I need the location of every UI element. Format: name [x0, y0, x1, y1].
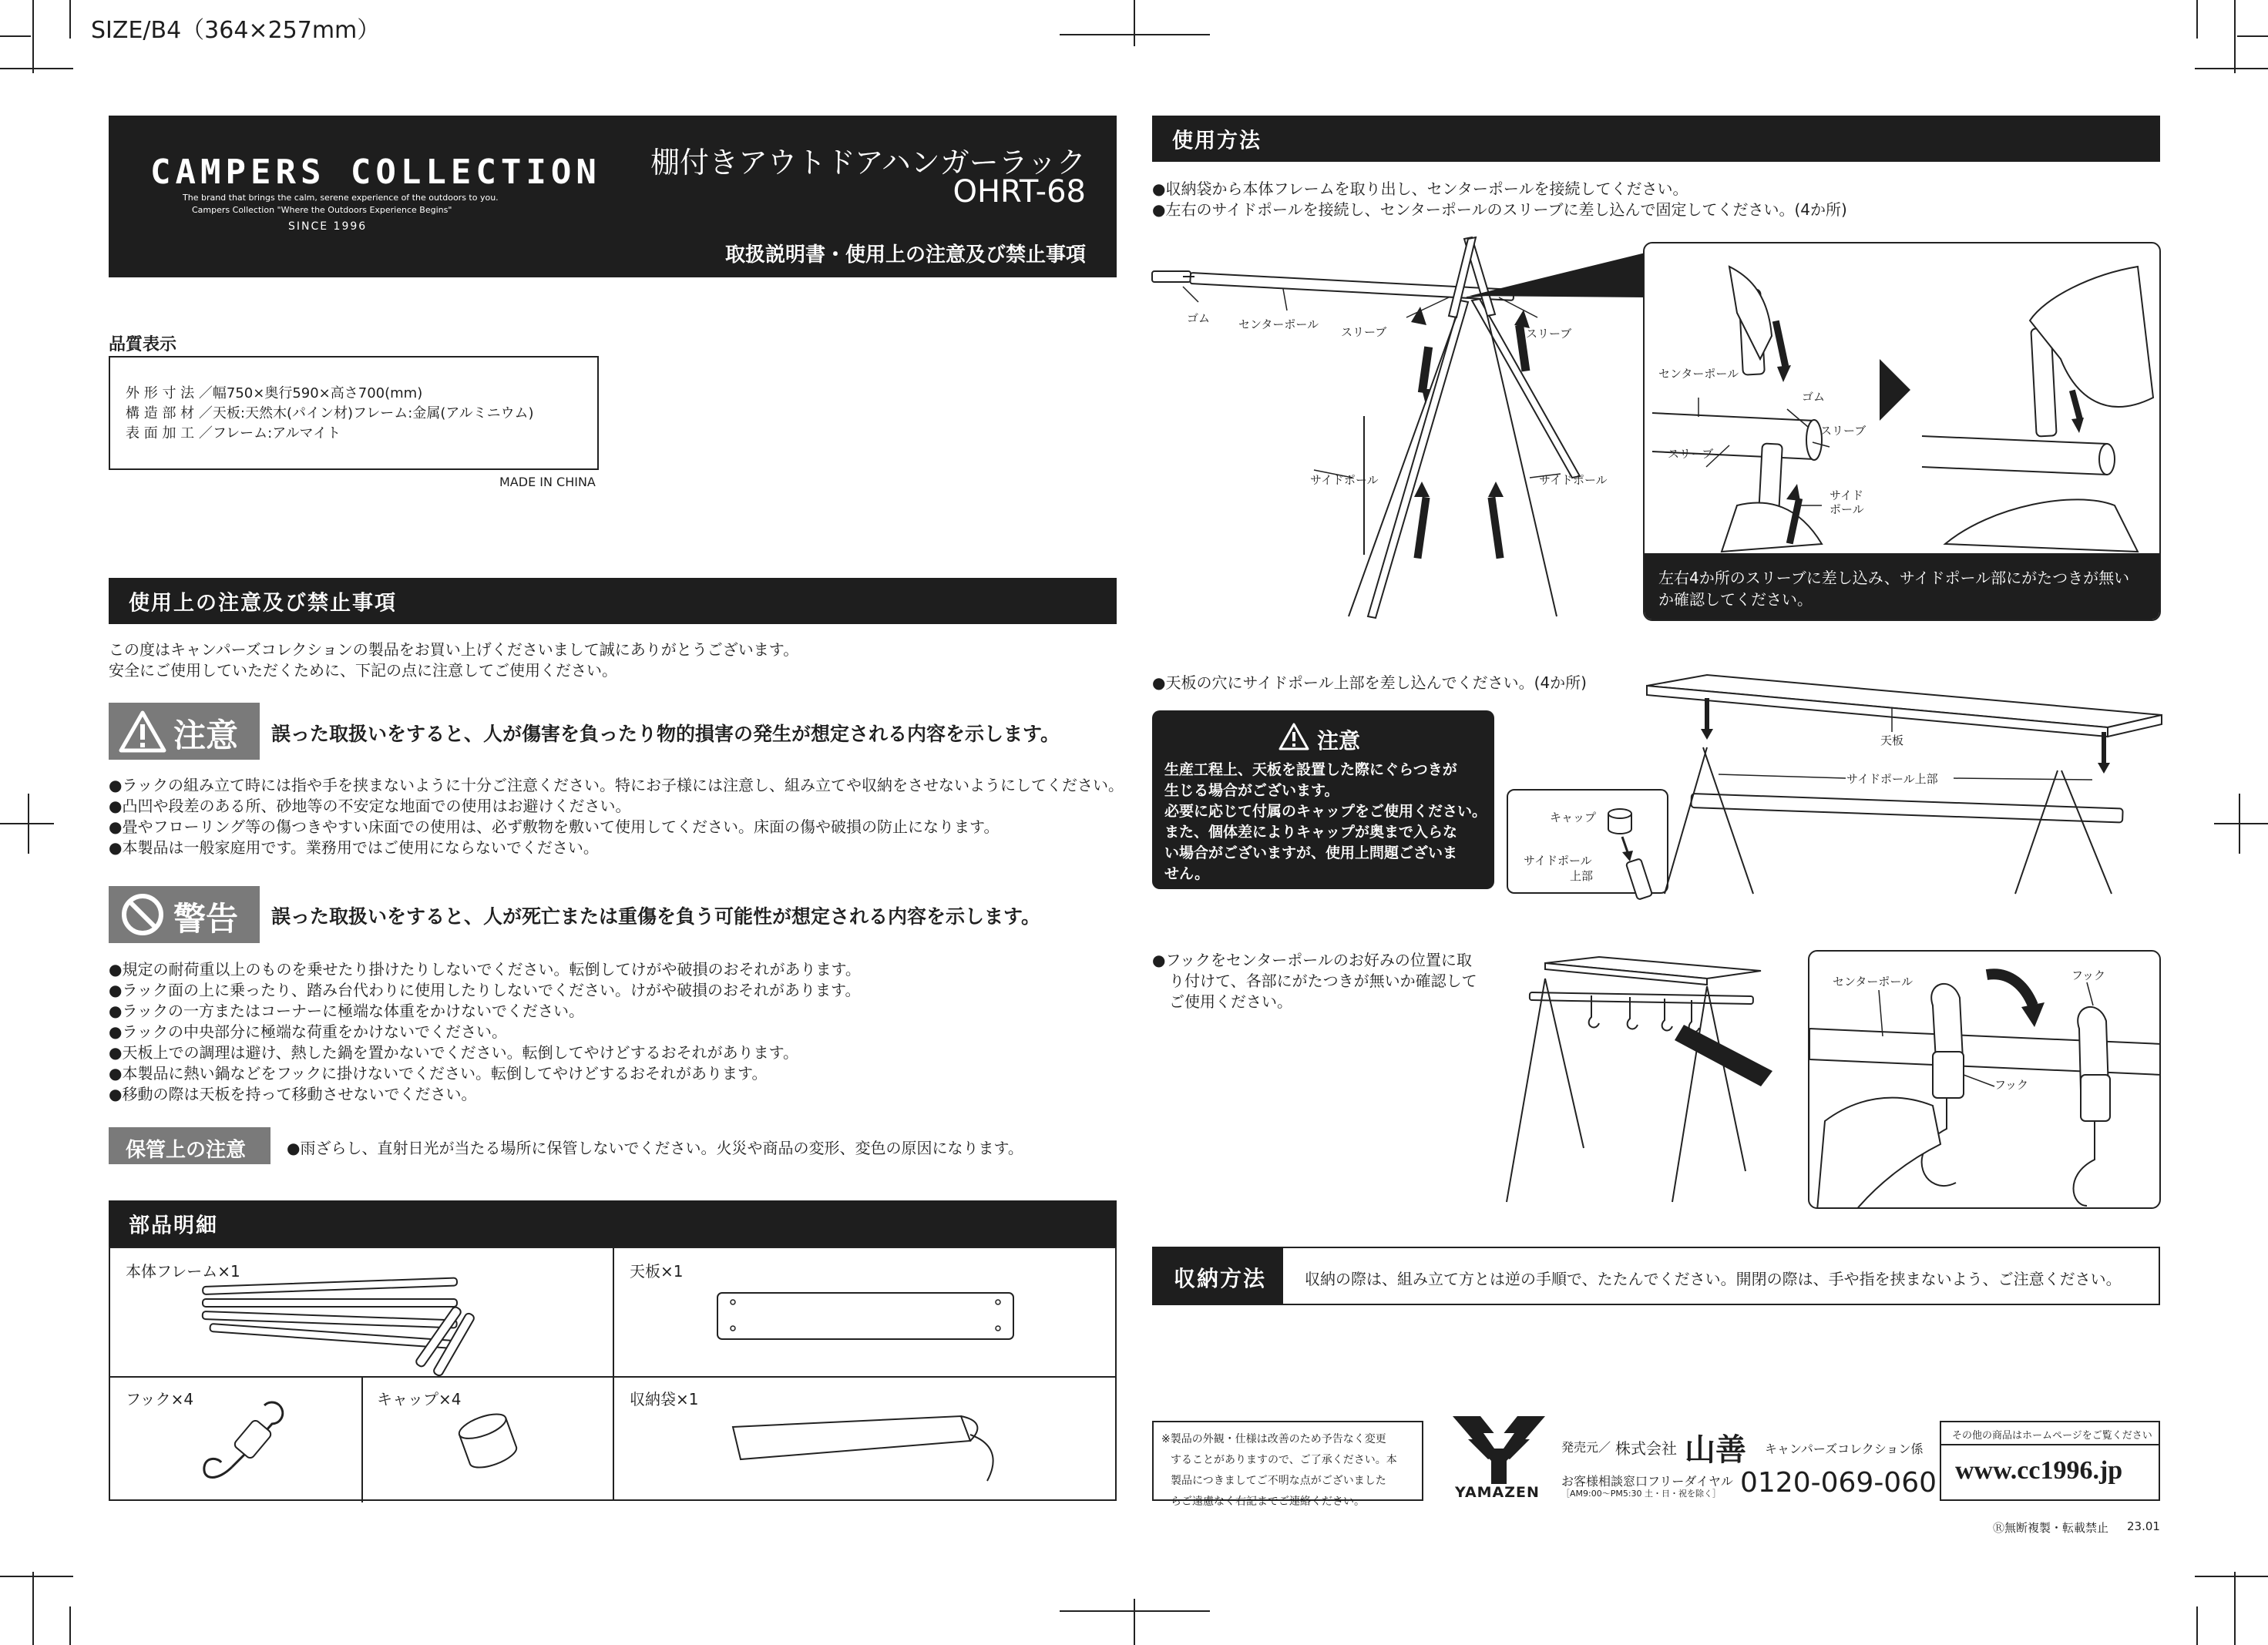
- usage-step1: [1152, 179, 1847, 220]
- parts-table: [109, 1247, 1117, 1501]
- product-subtitle: 取扱説明書・使用上の注意及び禁止事項: [724, 243, 1086, 267]
- hook-detail-illustration: [1809, 952, 2161, 1209]
- list-item: ●フックをセンターポールのお好みの位置に取: [1152, 951, 1472, 969]
- tabletop-notice-box: [1152, 710, 1494, 889]
- storage-bag-illustration: [730, 1412, 1023, 1489]
- usage-heading-bar: [1152, 116, 2160, 162]
- usage-heading: 使用方法: [1172, 129, 1262, 153]
- hook-detail-label-hook-b: フック: [1994, 1078, 2028, 1092]
- list-item: ご使用ください。: [1169, 992, 1292, 1011]
- part-hook-label: フック×4: [126, 1390, 194, 1408]
- list-item: ●本製品に熱い鍋などをフックに掛けないでください。転倒してやけどするおそれがあります。: [109, 1064, 768, 1083]
- list-item: ●収納袋から本体フレームを取り出し、センターポールを接続してください。: [1152, 180, 1688, 198]
- notice-title: 注意: [1317, 728, 1361, 754]
- product-title: 棚付きアウトドアハンガーラック: [650, 146, 1086, 180]
- part-cap-label: キャップ×4: [377, 1390, 462, 1408]
- precautions-heading-bar: [109, 578, 1117, 624]
- print-version: 23.01: [2127, 1519, 2160, 1533]
- warning-triangle-icon: [1278, 723, 1309, 750]
- phone-number: 0120-069-060: [1740, 1467, 1937, 1499]
- size-label: SIZE/B4（364×257mm）: [91, 17, 381, 44]
- quality-line: 外 形 寸 法 ／幅750×奥行590×高さ700(mm): [126, 385, 423, 401]
- precautions-intro: [109, 640, 798, 681]
- storage-method-box: [1152, 1247, 2160, 1305]
- brand-tagline-2: Campers Collection "Where the Outdoors Experience Begins": [192, 205, 452, 215]
- warning-list: [109, 959, 861, 1105]
- list-item: ●ラックの組み立て時には指や手を挟まないように十分ご注意ください。特にお子様には注意し、組み立てや収納をさせないようにしてください。: [109, 776, 1124, 794]
- side-pole-top-label: サイドポール上部: [1846, 772, 1938, 786]
- hook-detail-label-hook-a: フック: [2071, 969, 2105, 982]
- warning-statement: 誤った取扱いをすると、人が死亡または重傷を負う可能性が想定される内容を示します。: [271, 905, 1041, 928]
- folded-frame-illustration: [195, 1279, 503, 1379]
- notice-line: い場合がございますが、使用上問題ございま: [1164, 844, 1458, 861]
- storage-caution-text: ●雨ざらし、直射日光が当たる場所に保管しないでください。火災や商品の変形、変色の原因になります。: [287, 1139, 1023, 1157]
- part-tabletop-label: 天板×1: [630, 1262, 684, 1281]
- notice-lines: [1164, 760, 1487, 885]
- tabletop-label: 天板: [1880, 734, 1904, 747]
- storage-method-heading: 収納方法: [1174, 1266, 1267, 1291]
- side-pole-top-label-1: サイドポール: [1524, 854, 1592, 868]
- notice-line: 生じる場合がございます。: [1164, 782, 1339, 799]
- precautions-heading: 使用上の注意及び禁止事項: [129, 591, 397, 616]
- cap-illustration: [449, 1402, 526, 1479]
- detail-label-side-pole: サイド ポール: [1830, 488, 1864, 516]
- label-side-pole-left: サイドポール: [1310, 473, 1379, 487]
- caution-label: 注意: [173, 717, 239, 754]
- detail-label-sleeve-b: スリーブ: [1820, 424, 1866, 438]
- usage-step3: [1152, 949, 1477, 1012]
- quality-line: 構 造 部 材 ／天板:天然木(パイン材)フレーム:金属(アルミニウム): [126, 405, 534, 421]
- caution-list: [109, 775, 1124, 858]
- hook-detail-panel: [1808, 950, 2161, 1209]
- label-sleeve-left: スリーブ: [1341, 325, 1387, 339]
- hook-detail-label-center-pole: センターポール: [1833, 975, 1914, 989]
- brand-tagline-1: The brand that brings the calm, serene experience of the outdoors to you.: [183, 193, 499, 203]
- storage-method-text: 収納の際は、組み立て方とは逆の手順で、たたんでください。開閉の際は、手や指を挟まないよう、ご注意ください。: [1305, 1270, 2122, 1288]
- detail-sleeve-panel: [1643, 242, 2161, 621]
- disclaimer-line: ※製品の外観・仕様は改善のため予告なく変更: [1161, 1433, 1386, 1445]
- quality-line: 表 面 加 工 ／フレーム:アルマイト: [126, 425, 341, 441]
- hook-illustration: [187, 1396, 295, 1496]
- warning-triangle-icon: [119, 710, 166, 752]
- notice-line: また、個体差によりキャップが奥まで入らな: [1164, 824, 1458, 841]
- list-item: り付けて、各部にがたつきが無いか確認して: [1169, 972, 1477, 990]
- website-box: [1940, 1421, 2160, 1501]
- list-item: ●ラック面の上に乗ったり、踏み台代わりに使用したりしないでください。けがや破損のおそれがあります。: [109, 981, 861, 999]
- cap-label: キャップ: [1550, 811, 1597, 824]
- label-side-pole-right: サイドポール: [1539, 473, 1608, 487]
- header-banner: [109, 116, 1117, 277]
- side-pole-top-label-2: 上部: [1570, 869, 1594, 883]
- company-prefix: 株式会社: [1615, 1439, 1677, 1458]
- caution-statement: 誤った取扱いをすると、人が傷害を負ったり物的損害の発生が想定される内容を示します。: [271, 723, 1060, 745]
- list-item: ●規定の耐荷重以上のものを乗せたり掛けたりしないでください。転倒してけがや破損のおそれがあります。: [109, 960, 861, 979]
- tabletop-illustration: [716, 1291, 1024, 1353]
- storage-method-heading-bg: [1152, 1247, 1283, 1305]
- brand-name: CAMPERS COLLECTION: [150, 153, 601, 192]
- department: キャンパーズコレクション係: [1765, 1442, 1924, 1456]
- detail-caption-box: [1645, 553, 2161, 621]
- detail-label-rubber: ゴム: [1802, 390, 1826, 404]
- storage-caution-badge: [109, 1127, 270, 1164]
- yamazen-logo-icon: [1453, 1416, 1545, 1486]
- list-item: ●本製品は一般家庭用です。業務用ではご使用にならないでください。: [109, 838, 599, 857]
- part-frame-label: 本体フレーム×1: [126, 1262, 240, 1281]
- intro-line: 安全にご使用していただくために、下記の点に注意してご使用ください。: [109, 661, 617, 680]
- prohibited-icon: [121, 893, 164, 936]
- list-item: ●天板上での調理は避け、熱した鍋を置かないでください。転倒してやけどするおそれがあります。: [109, 1043, 799, 1062]
- detail-caption-line: か確認してください。: [1658, 590, 1813, 609]
- detail-caption-line: 左右4か所のスリーブに差し込み、サイドポール部にがたつきが無い: [1658, 569, 2130, 587]
- company-name: 山善: [1685, 1432, 1746, 1468]
- storage-caution-label: 保管上の注意: [126, 1139, 247, 1162]
- maker-logo-text: YAMAZEN: [1455, 1484, 1540, 1501]
- notice-line: せん。: [1164, 865, 1210, 882]
- website-link[interactable]: www.cc1996.jp: [1955, 1456, 2123, 1485]
- parts-heading: 部品明細: [129, 1214, 218, 1238]
- hotline-label: お客様相談窓口フリーダイヤル: [1561, 1474, 1733, 1489]
- quality-heading: 品質表示: [109, 335, 177, 354]
- usage-step2: ●天板の穴にサイドポール上部を差し込んでください。(4か所): [1152, 673, 1587, 692]
- notice-line: 生産工程上、天板を設置した際にぐらつきが: [1164, 761, 1457, 778]
- disclaimer-line: することがありますので、ご了承ください。本: [1171, 1454, 1397, 1466]
- list-item: ●ラックの中央部分に極端な荷重をかけないでください。: [109, 1022, 508, 1041]
- disclaimer-line: 製品につきましてご不明な点がございました: [1171, 1475, 1386, 1487]
- intro-line: この度はキャンパーズコレクションの製品をお買い上げくださいまして誠にありがとうございます。: [109, 640, 799, 659]
- hotline-hours: ［AM9:00～PM5:30 土・日・祝を除く］: [1561, 1489, 1722, 1499]
- warning-label: 警告: [173, 900, 239, 938]
- copyright-notice: Ⓡ無断複製・転載禁止: [1993, 1521, 2109, 1535]
- list-item: ●移動の際は天板を持って移動させないでください。: [109, 1085, 477, 1103]
- list-item: ●ラックの一方またはコーナーに極端な体重をかけないでください。: [109, 1002, 585, 1020]
- detail-label-sleeve-a: スリーブ: [1668, 447, 1714, 461]
- cap-detail-panel: [1507, 789, 1668, 894]
- list-item: ●畳やフローリング等の傷つきやすい床面での使用は、必ず敷物を敷いて使用してください。床面の傷や破損の防止になります。: [109, 817, 1000, 836]
- list-item: ●左右のサイドポールを接続し、センターポールのスリーブに差し込んで固定してください。(4か所): [1152, 200, 1847, 219]
- disclaimer-lines: [1161, 1432, 1397, 1515]
- parts-heading-bar: [109, 1200, 1117, 1247]
- caution-badge: [109, 703, 260, 760]
- brand-since: SINCE 1996: [288, 220, 368, 233]
- part-bag-label: 収納袋×1: [630, 1390, 699, 1408]
- disclaimer-line: らご遠慮なく右記までご連絡ください。: [1171, 1496, 1365, 1508]
- sleeve-detail-illustration: [1645, 243, 2161, 552]
- list-item: ●凸凹や段差のある所、砂地等の不安定な地面での使用はお避けください。: [109, 797, 631, 815]
- website-caption: その他の商品はホームページをご覧ください: [1952, 1430, 2152, 1442]
- quality-box: [109, 356, 599, 470]
- frame-assembly-diagram: [1152, 231, 1584, 632]
- label-rubber: ゴム: [1187, 311, 1211, 325]
- label-center-pole: センターポール: [1238, 317, 1319, 331]
- product-model: OHRT-68: [953, 174, 1086, 210]
- label-sleeve-right: スリーブ: [1526, 327, 1572, 341]
- hook-install-diagram: [1499, 955, 1776, 1210]
- made-in-label: MADE IN CHINA: [499, 475, 596, 489]
- seller-label: 発売元／: [1561, 1440, 1611, 1455]
- notice-line: 必要に応じて付属のキャップをご使用ください。: [1164, 803, 1487, 820]
- detail-label-center-pole: センターポール: [1658, 367, 1739, 381]
- warning-badge: [109, 886, 260, 943]
- disclaimer-box: [1152, 1421, 1423, 1508]
